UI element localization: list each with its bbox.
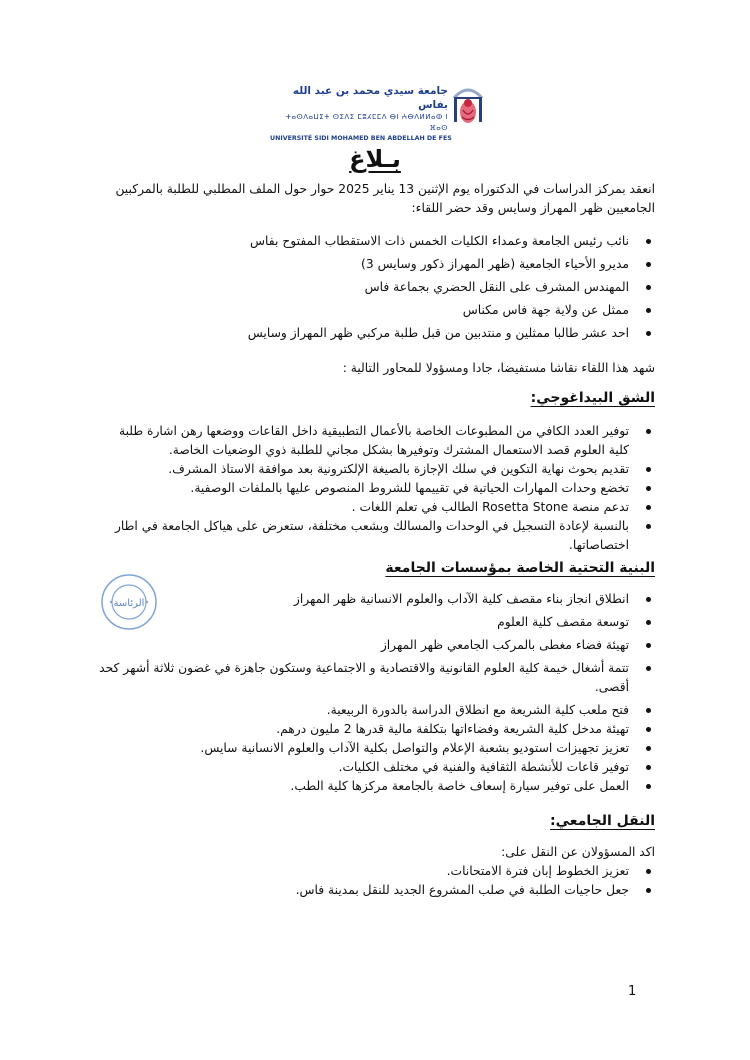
list-item: تهيئة فضاء مغطى بالمركب الجامعي ظهر المهراز [95,636,629,655]
university-name-block [270,84,452,144]
list-item: تعزيز تجهيزات استوديو بشعبة الإعلام والتواصل بكلية الآداب والعلوم الانسانية سايس. [95,739,629,758]
list-item: جعل حاجيات الطلبة في صلب المشروع الجديد للنقل بمدينة فاس. [95,881,629,900]
list-item: مديرو الأحياء الجامعية (ظهر المهراز ذكور وسايس 3) [95,255,629,274]
list-item: فتح ملعب كلية الشريعة مع انطلاق الدراسة بالدورة الربيعية. [95,701,629,720]
list-item: توفير العدد الكافي من المطبوعات الخاصة بالأعمال التطبيقية داخل القاعات ووضعها رهن اشارة طلبة كلية العلوم قصد الاستعمال المشترك وتوفيرها بشكل مجاني للطلبة ذوي الوضعيات الخاصة. [95,422,629,460]
list-item: تخضع وحدات المهارات الحياتية في تقييمها للشروط المنصوص عليها بالملفات الوصفية. [95,479,629,498]
list-item: توسعة مقصف كلية العلوم [95,613,629,632]
infrastructure-list [95,590,655,796]
attendees-list [95,232,655,343]
list-item: نائب رئيس الجامعة وعمداء الكليات الخمس ذات الاستقطاب المفتوح بفاس [95,232,629,251]
pedagogical-list [95,422,655,555]
list-item: تدعم منصة Rosetta Stone الطالب في تعلم اللغات . [95,498,629,517]
section-heading-transport: النقل الجامعي: [550,813,655,829]
list-item: تتمة أشغال خيمة كلية العلوم القانونية والاقتصادية و الاجتماعية وستكون جاهزة في غضون ثلاثة أشهر كحد أقصى. [95,659,629,697]
official-stamp-icon [100,572,158,632]
university-name-arabic: جامعة سيدي محمد بن عبد الله بفاس [292,85,448,111]
list-item: ممثل عن ولاية جهة فاس مكناس [95,301,629,320]
list-item: بالنسبة لإعادة التسجيل في الوحدات والمسالك وبشعب مختلفة، ستعرض على هياكل الجامعة في اطار اختصاصاتها. [95,517,629,555]
transport-list [95,862,655,900]
list-item: احد عشر طالبا ممثلين و منتدبين من قبل طلبة مركبي ظهر المهراز وسايس [95,324,629,343]
stamp-text: الرئاسة [113,598,145,609]
page-title [0,145,750,173]
transport-intro: اكد المسؤولان عن النقل على: [501,845,655,859]
university-name-french: UNIVERSITÉ SIDI MOHAMED BEN ABDELLAH DE FES [270,135,452,142]
discussion-paragraph: شهد هذا اللقاء نقاشا مستفيضا، جادا ومسؤولا للمحاور التالية : [342,361,655,375]
university-header [270,84,485,142]
list-item: انطلاق انجاز بناء مقصف كلية الآداب والعلوم الانسانية ظهر المهراز [95,590,629,609]
section-heading-pedagogical: الشق البيداغوجي: [530,390,655,406]
list-item: العمل على توفير سيارة إسعاف خاصة بالجامعة مركزها كلية الطب. [95,777,629,796]
university-name-tifinagh: ⵜⴰⵙⴷⴰⵡⵉⵜ ⵙⵉⴷⵉ ⵎⵓⵃⵎⵎⴷ ⴱⵏ ⵄⴱⴷⵍⵍⴰⵀ ⵏ ⴼⴰⵙ [285,113,448,132]
list-item: المهندس المشرف على النقل الحضري بجماعة فاس [95,278,629,297]
list-item: توفير قاعات للأنشطة الثقافية والفنية في مختلف الكليات. [95,758,629,777]
page-number: 1 [628,984,637,999]
document-body [95,180,655,900]
list-item: تقديم بحوث نهاية التكوين في سلك الإجازة بالصيغة الإلكترونية بعد موافقة الاستاذ المشرف. [95,460,629,479]
page-title-text: بـلاغ [349,145,401,173]
list-item: تعزيز الخطوط إبان فترة الامتحانات. [95,862,629,881]
university-emblem-icon [452,84,484,126]
intro-paragraph: انعقد بمركز الدراسات في الدكتوراه يوم الإثنين 13 يناير 2025 حوار حول الملف المطلبي للطلبة بالمركبين الجامعيين ظهر المهراز وسايس وقد حضر اللقاء: [115,182,655,215]
section-heading-infrastructure: البنية التحتية الخاصة بمؤسسات الجامعة [385,560,655,576]
list-item: تهيئة مدخل كلية الشريعة وفضاءاتها بتكلفة مالية قدرها 2 مليون درهم. [95,720,629,739]
